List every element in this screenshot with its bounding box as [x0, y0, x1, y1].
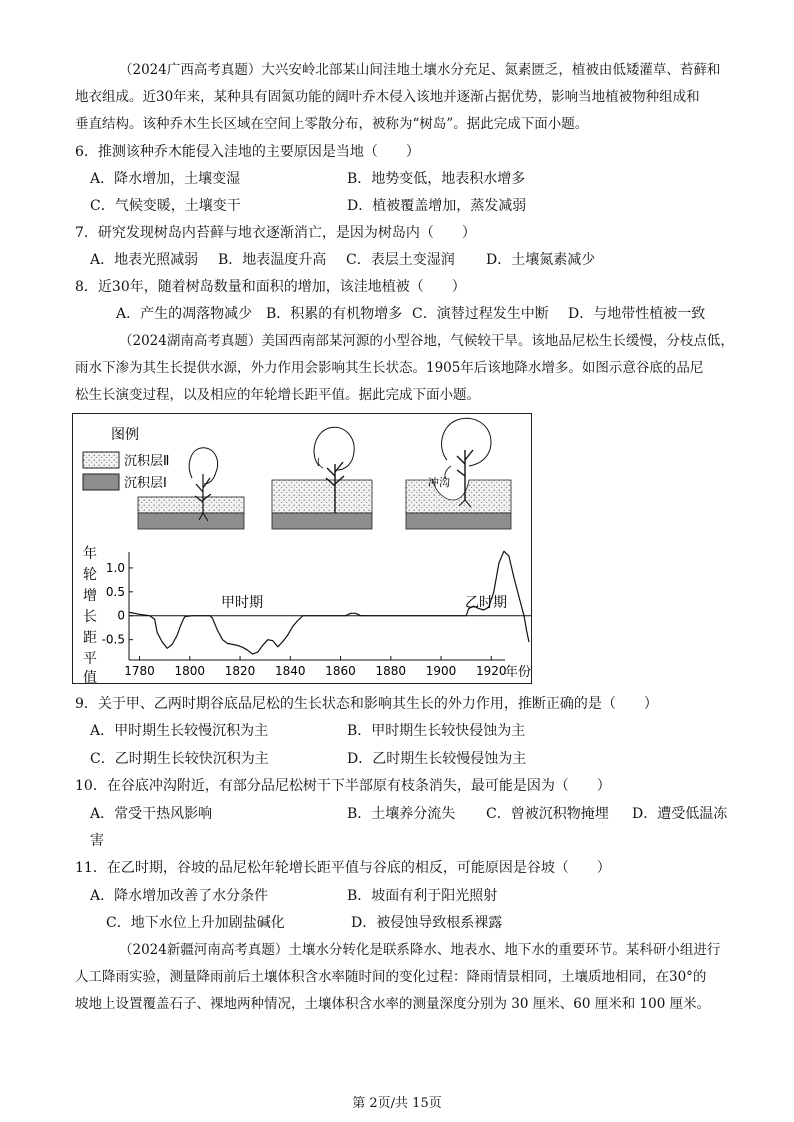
legend-label-layer-2: 沉积层Ⅱ [124, 454, 170, 469]
growth-anomaly-chart [102, 551, 531, 678]
q10-stem: 10．在谷底冲沟附近，有部分品尼松树干下半部原有枝条消失，最可能是因为（ ） [75, 778, 611, 794]
page-footer: 第 2页/共 15页 [352, 1096, 442, 1111]
chart-ylabel [83, 545, 97, 683]
legend-swatch-layer-1 [83, 474, 119, 490]
q6-option-b[interactable]: B．地势变低，地表积水增多 [347, 171, 526, 187]
x-tick-label: 1780 [124, 664, 155, 678]
q11-option-c[interactable]: C．地下水位上升加剧盐碱化 [106, 915, 285, 931]
intro3-line-3: 坡地上设置覆盖石子、裸地两种情况，土壤体积含水率的测量深度分别为 30 厘米、60 厘米和 100 厘米。 [75, 996, 711, 1012]
q10-option-a[interactable]: A．常受干热风影响 [90, 806, 213, 822]
y-tick-label: -0.5 [101, 632, 125, 647]
legend-swatch-layer-2 [83, 452, 119, 468]
q8-option-a[interactable]: A．产生的凋落物减少 [116, 306, 253, 322]
pine-growth-figure [72, 413, 532, 684]
ylabel-char: 增 [83, 588, 97, 604]
period-label-yi: 乙时期 [465, 595, 507, 611]
q7-stem: 7．研究发现树岛内苔藓与地衣逐渐消亡，是因为树岛内（ ） [75, 225, 476, 241]
legend-title: 图例 [111, 427, 139, 443]
stage-2-layer-1 [272, 513, 372, 529]
stage-1-layer-1 [138, 513, 244, 529]
stage-2-diagram [272, 427, 372, 529]
ylabel-char: 长 [83, 609, 97, 625]
q11-option-d[interactable]: D．被侵蚀导致根系裸露 [351, 915, 503, 931]
q9-option-b[interactable]: B．甲时期生长较快侵蚀为主 [347, 723, 526, 739]
intro3-line-2: 人工降雨实验，测量降雨前后土壤体积含水率随时间的变化过程：降雨情景相同，土壤质地相同，在30°的 [75, 969, 707, 985]
legend-label-layer-1: 沉积层Ⅰ [124, 476, 167, 491]
x-tick-label: 1880 [375, 664, 407, 678]
figure-svg [73, 414, 531, 683]
q8-option-c[interactable]: C．演替过程发生中断 [412, 306, 549, 322]
q9-stem: 9．关于甲、乙两时期谷底品尼松的生长状态和影响其生长的外力作用，推断正确的是（ ） [75, 696, 658, 712]
chart-xlabel: 年份 [505, 665, 531, 680]
ylabel-char: 值 [83, 670, 97, 683]
intro1-line-1: （2024广西高考真题）大兴安岭北部某山间洼地土壤水分充足、氮素匮乏，植被由低矮灌草、苔藓和 [119, 62, 721, 78]
intro2-line-2: 雨水下渗为其生长提供水源，外力作用会影响其生长状态。1905年后该地降水增多。如图示意谷底的品尼 [75, 360, 704, 376]
stage-2-layer-2 [272, 480, 372, 513]
y-tick-label: 0.5 [105, 584, 125, 599]
intro3-line-1: （2024新疆河南高考真题）土壤水分转化是联系降水、地表水、地下水的重要环节。某科研小组进行 [119, 942, 721, 958]
q10-option-b[interactable]: B．土壤养分流失 [347, 806, 456, 822]
q6-option-a[interactable]: A．降水增加，土壤变湿 [90, 171, 241, 187]
q6-option-d[interactable]: D．植被覆盖增加，蒸发减弱 [347, 198, 527, 214]
q7-option-b[interactable]: B．地表温度升高 [218, 252, 327, 268]
q8-option-b[interactable]: B．积累的有机物增多 [266, 306, 403, 322]
q9-option-c[interactable]: C．乙时期生长较快沉积为主 [90, 751, 269, 767]
ylabel-char: 轮 [83, 567, 97, 583]
q8-option-d[interactable]: D．与地带性植被一致 [568, 306, 706, 322]
y-tick-label: 0 [117, 608, 125, 623]
x-tick-label: 1920 [476, 664, 507, 678]
intro1-line-2: 地衣组成。近30年来，某种具有固氮功能的阔叶乔木侵入该地并逐渐占据优势，影响当地植被物种组成和 [75, 89, 700, 105]
ylabel-char: 年 [83, 546, 97, 562]
ylabel-char: 平 [83, 651, 97, 667]
q10-option-d[interactable]: D．遭受低温冻 [632, 806, 728, 822]
q7-option-c[interactable]: C．表层土变湿润 [346, 252, 455, 268]
intro1-line-3: 垂直结构。该种乔木生长区域在空间上零散分布，被称为“树岛”。据此完成下面小题。 [75, 116, 589, 132]
gully-label: 冲沟 [428, 476, 450, 489]
period-label-jia: 甲时期 [221, 595, 263, 611]
stage-1-layer-2 [138, 497, 244, 513]
x-tick-label: 1860 [325, 664, 356, 678]
q6-stem: 6．推测该种乔木能侵入洼地的主要原因是当地（ ） [75, 144, 420, 160]
q10-option-c[interactable]: C．曾被沉积物掩埋 [486, 806, 609, 822]
stage-3-layer-1 [406, 513, 511, 529]
q10-option-d-continued: 害 [90, 833, 104, 849]
intro2-line-3: 松生长演变过程，以及相应的年轮增长距平值。据此完成下面小题。 [75, 387, 480, 403]
ylabel-char: 距 [83, 630, 97, 646]
x-tick-label: 1900 [425, 664, 457, 678]
q9-option-d[interactable]: D．乙时期生长较慢侵蚀为主 [347, 751, 527, 767]
intro2-line-1: （2024湖南高考真题）美国西南部某河源的小型谷地，气候较干旱。该地品尼松生长缓慢，分枝点低， [119, 333, 734, 349]
stage-3-layer-2 [406, 480, 511, 513]
stage-3-diagram [406, 418, 511, 529]
q7-option-d[interactable]: D．土壤氮素减少 [486, 252, 596, 268]
q11-option-a[interactable]: A．降水增加改善了水分条件 [90, 888, 269, 904]
q11-stem: 11．在乙时期，谷坡的品尼松年轮增长距平值与谷底的相反，可能原因是谷坡（ ） [75, 860, 611, 876]
q7-option-a[interactable]: A．地表光照减弱 [90, 252, 199, 268]
q6-option-c[interactable]: C．气候变暖，土壤变干 [90, 198, 241, 214]
y-tick-label: 1.0 [105, 560, 125, 575]
x-tick-label: 1840 [275, 664, 306, 678]
q11-option-b[interactable]: B．坡面有利于阳光照射 [347, 888, 498, 904]
q8-stem: 8．近30年，随着树岛数量和面积的增加，该洼地植被（ ） [75, 279, 466, 295]
x-tick-label: 1820 [224, 664, 256, 678]
q9-option-a[interactable]: A．甲时期生长较慢沉积为主 [90, 723, 269, 739]
x-tick-label: 1800 [174, 664, 206, 678]
